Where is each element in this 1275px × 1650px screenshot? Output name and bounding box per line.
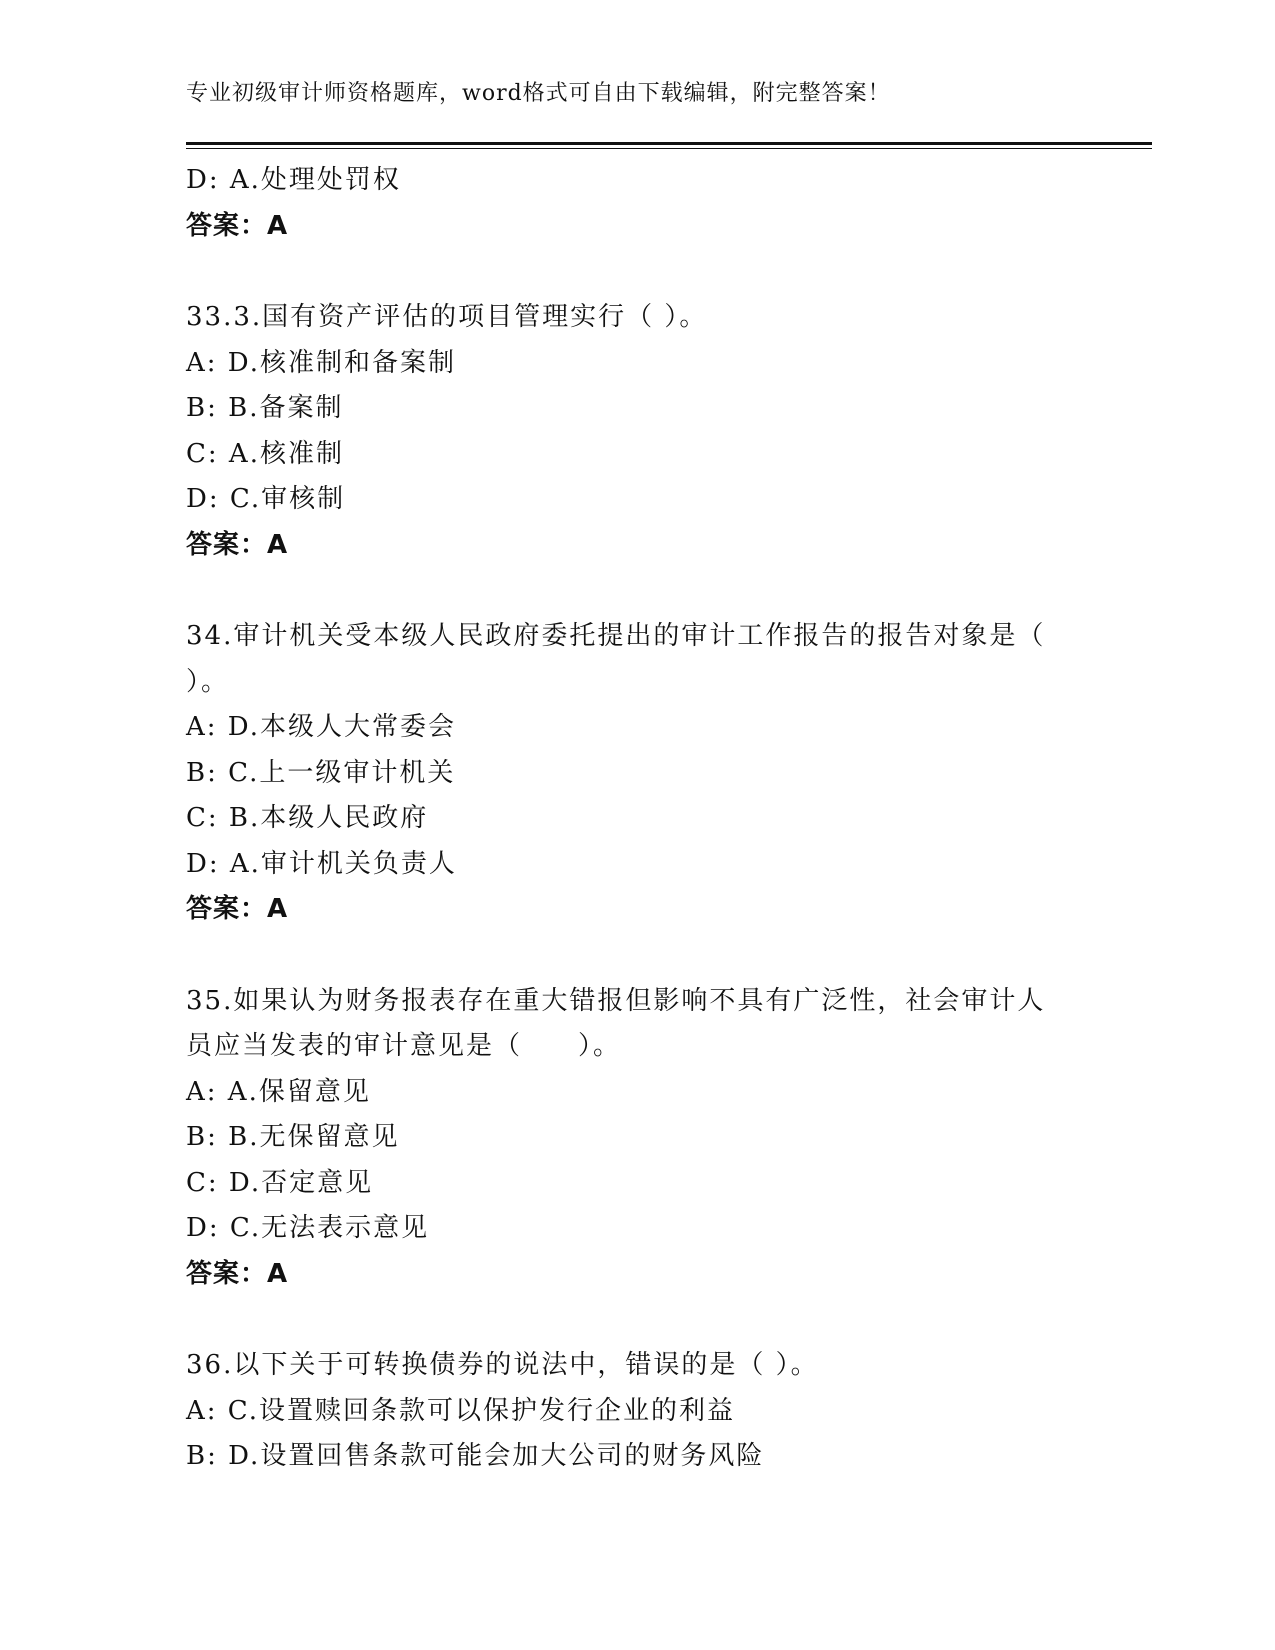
header-divider-thin	[186, 148, 1152, 149]
question-stem: 36.以下关于可转换债券的说法中，错误的是（ ）。	[186, 1350, 819, 1380]
spacer	[186, 568, 1086, 614]
option-d: D: A.处理处罚权	[186, 165, 401, 195]
answer-line: 答案：A	[186, 210, 289, 241]
question-35	[186, 979, 1086, 1298]
option-b: B: C.上一级审计机关	[186, 757, 456, 788]
answer-line: 答案：A	[186, 894, 289, 924]
option-d: D: C.审核制	[186, 484, 346, 514]
option-a: A: D.本级人大常委会	[186, 712, 456, 742]
option-c: C: A.核准制	[186, 438, 344, 469]
spacer	[186, 1297, 1086, 1343]
option-a: A: A.保留意见	[186, 1076, 371, 1107]
spacer	[186, 933, 1086, 979]
page-header: 专业初级审计师资格题库，word格式可自由下载编辑，附完整答案！	[186, 81, 891, 106]
question-33	[186, 295, 1086, 568]
question-34	[186, 614, 1086, 933]
question-stem: 34.审计机关受本级人民政府委托提出的审计工作报告的报告对象是（ ）。	[186, 621, 1046, 697]
option-c: C: D.否定意见	[186, 1167, 374, 1198]
option-d: D: C.无法表示意见	[186, 1213, 430, 1243]
option-c: C: B.本级人民政府	[186, 803, 429, 833]
question-stem: 35.如果认为财务报表存在重大错报但影响不具有广泛性，社会审计人员应当发表的审计意见是（ ）。	[186, 985, 1046, 1061]
option-a: A: C.设置赎回条款可以保护发行企业的利益	[186, 1395, 736, 1426]
question-36	[186, 1343, 1086, 1480]
option-b: B: B.备案制	[186, 393, 344, 423]
option-a: A: D.核准制和备案制	[186, 347, 456, 378]
option-d: D: A.审计机关负责人	[186, 848, 457, 879]
header-divider	[186, 142, 1152, 145]
option-b: B: D.设置回售条款可能会加大公司的财务风险	[186, 1441, 765, 1471]
question-stem: 33.3.国有资产评估的项目管理实行（ ）。	[186, 302, 708, 332]
spacer	[186, 249, 1086, 295]
option-b: B: B.无保留意见	[186, 1122, 400, 1152]
answer-line: 答案：A	[186, 529, 289, 560]
question-list	[186, 158, 1086, 1480]
answer-line: 答案：A	[186, 1258, 289, 1289]
